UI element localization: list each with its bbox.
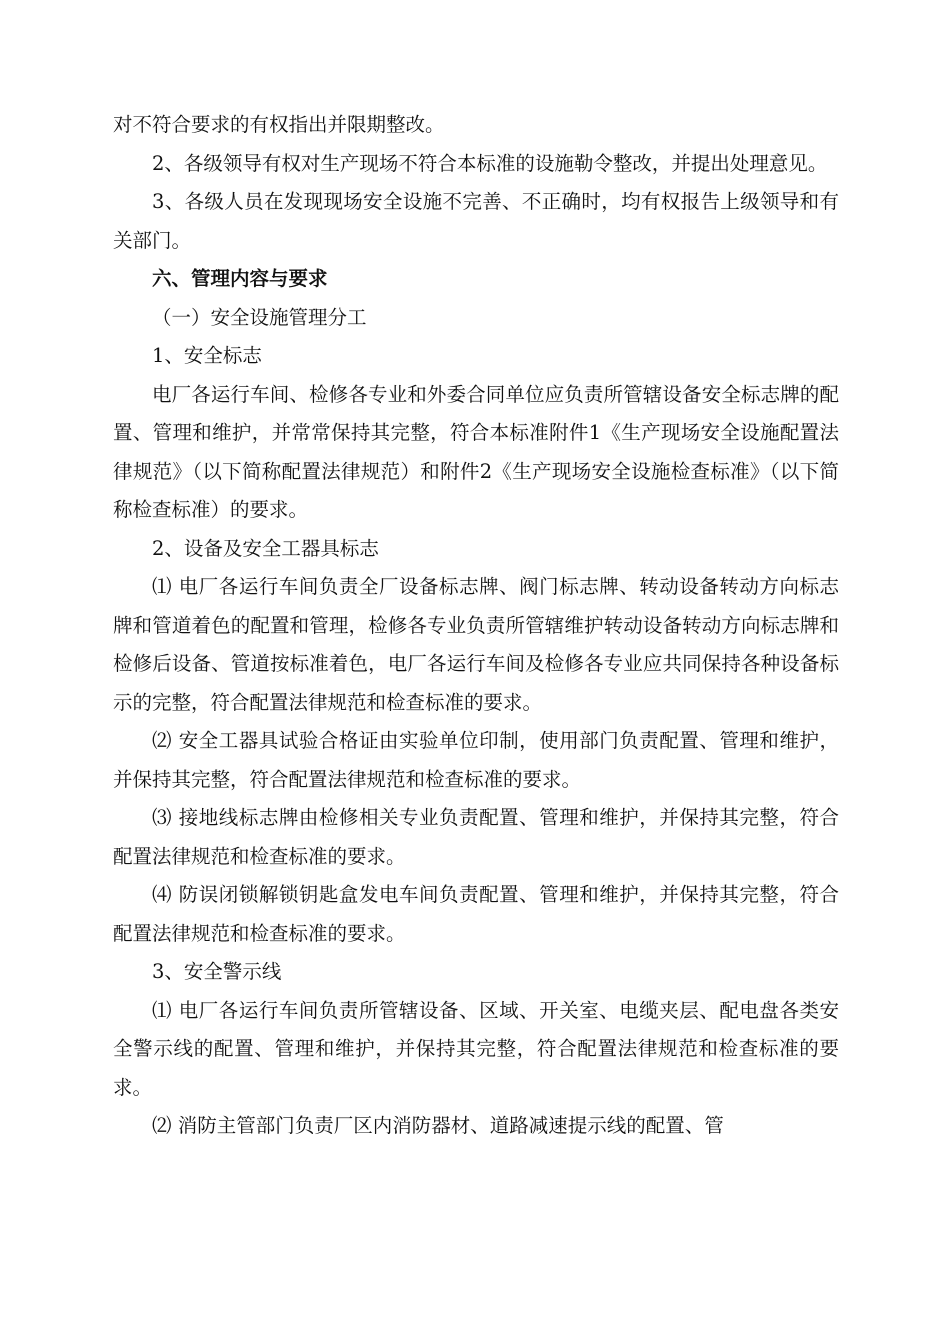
paragraph-warning-lines-2: ⑵ 消防主管部门负责厂区内消防器材、道路减速提示线的配置、管	[152, 1114, 724, 1137]
item-heading-equipment-signs: 2、设备及安全工器具标志	[152, 536, 379, 560]
subsection-heading-1: （一）安全设施管理分工	[152, 305, 367, 329]
paragraph-continuation: 对不符合要求的有权指出并限期整改。	[113, 113, 445, 136]
paragraph-safety-signs: 电厂各运行车间、检修各专业和外委合同单位应负责所管辖设备安全标志牌的配置、管理和维护，并常常保持其完整，符合本标准附件1《生产现场安全设施配置法律规范》（以下简称配置法律规范）和附件2《生产现场安全设施检查标准》（以下简称检查标准）的要求。	[113, 382, 839, 521]
paragraph-equipment-4: ⑷ 防误闭锁解锁钥匙盒发电车间负责配置、管理和维护，并保持其完整，符合配置法律规范和检查标准的要求。	[113, 883, 839, 945]
item-heading-warning-lines: 3、安全警示线	[152, 960, 282, 983]
paragraph-item-3: 3、各级人员在发现现场安全设施不完善、不正确时，均有权报告上级领导和有关部门。	[113, 190, 839, 252]
item-heading-safety-signs: 1、安全标志	[152, 344, 262, 367]
section-heading-6: 六、管理内容与要求	[152, 267, 328, 290]
document-body	[113, 106, 839, 1146]
paragraph-item-2: 2、各级领导有权对生产现场不符合本标准的设施勒令整改，并提出处理意见。	[152, 151, 828, 175]
paragraph-equipment-1: ⑴ 电厂各运行车间负责全厂设备标志牌、阀门标志牌、转动设备转动方向标志牌和管道着色的配置和管理，检修各专业负责所管辖维护转动设备转动方向标志牌和检修后设备、管道按标准着色，电厂各运行车间及检修各专业应共同保持各种设备标示的完整，符合配置法律规范和检查标准的要求。	[113, 575, 839, 714]
paragraph-equipment-2: ⑵ 安全工器具试验合格证由实验单位印制，使用部门负责配置、管理和维护，并保持其完整，符合配置法律规范和检查标准的要求。	[113, 729, 839, 791]
paragraph-equipment-3: ⑶ 接地线标志牌由检修相关专业负责配置、管理和维护，并保持其完整，符合配置法律规范和检查标准的要求。	[113, 806, 839, 868]
paragraph-warning-lines-1: ⑴ 电厂各运行车间负责所管辖设备、区域、开关室、电缆夹层、配电盘各类安全警示线的配置、管理和维护，并保持其完整，符合配置法律规范和检查标准的要求。	[113, 998, 839, 1099]
